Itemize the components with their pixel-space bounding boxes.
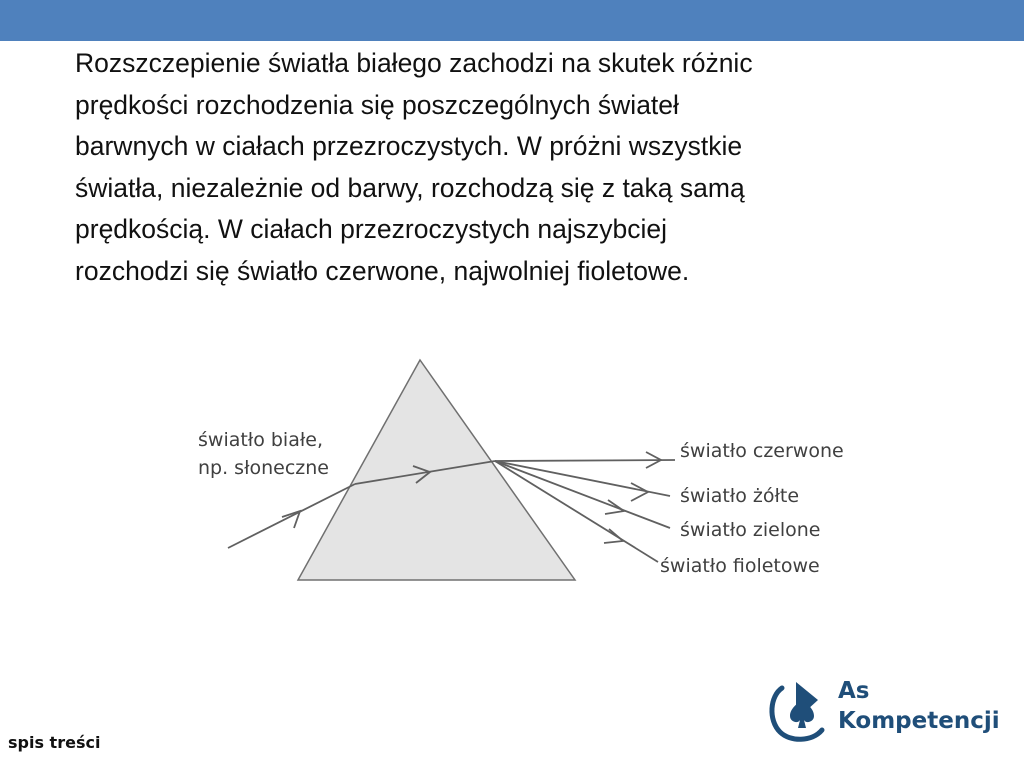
as-kompetencji-logo	[768, 676, 998, 746]
top-bar	[0, 0, 1024, 41]
paragraph-line: rozchodzi się światło czerwone, najwolniej fioletowe.	[75, 255, 690, 286]
paragraph-line: Rozszczepienie światła białego zachodzi na skutek różnic	[75, 48, 753, 78]
table-of-contents-link[interactable]: spis treści	[8, 733, 101, 752]
yellow-ray-label: światło żółte	[680, 485, 800, 507]
paragraph-line: prędkością. W ciałach przezroczystych najszybciej	[75, 214, 668, 244]
logo-emblem-icon	[768, 678, 832, 744]
red-ray-label: światło czerwone	[680, 440, 844, 462]
violet-ray-label: światło fioletowe	[660, 555, 820, 577]
incoming-label-line1: światło białe,	[198, 429, 323, 451]
logo-line1: As	[838, 678, 870, 704]
prism-diagram	[190, 350, 890, 590]
logo-line2: Kompetencji	[838, 708, 1000, 734]
body-paragraph	[75, 43, 975, 292]
green-ray-label: światło zielone	[680, 519, 821, 541]
red-ray	[495, 460, 675, 461]
logo-text	[838, 676, 1008, 736]
incoming-label-line2: np. słoneczne	[198, 457, 329, 479]
paragraph-line: barwnych w ciałach przezroczystych. W próżni wszystkie	[75, 131, 743, 161]
paragraph-line: prędkości rozchodzenia się poszczególnych świateł	[75, 89, 679, 120]
paragraph-line: światła, niezależnie od barwy, rozchodzą się z taką samą	[75, 172, 745, 203]
